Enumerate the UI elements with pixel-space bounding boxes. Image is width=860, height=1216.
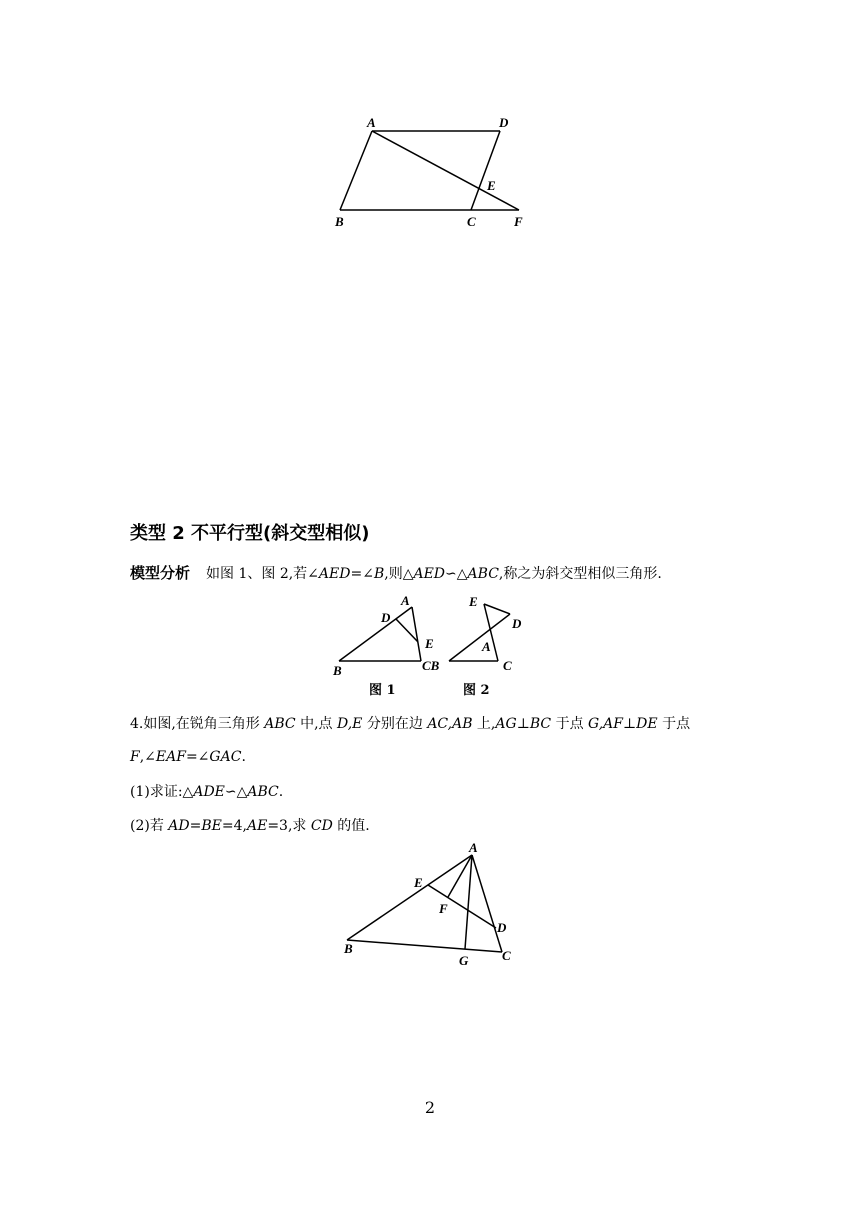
fig2-label-d: D xyxy=(512,616,522,631)
label-c: C xyxy=(467,214,476,229)
section-title: 类型 2 不平行型(斜交型相似) xyxy=(130,523,370,544)
p4-af xyxy=(448,855,472,897)
fig1-label-e: E xyxy=(425,636,434,651)
p4-ab xyxy=(347,855,472,940)
fig2-label-c: C xyxy=(503,658,512,673)
fig2-label-cb: CB xyxy=(422,658,440,673)
model-analysis-line: 模型分析 如图 1、图 2,若∠AED=∠B,则△AED∽△ABC,称之为斜交型相似三角形. xyxy=(130,564,662,582)
p4-label-g: G xyxy=(459,953,469,968)
fig1-label-b: B xyxy=(333,663,342,678)
p4-label-c: C xyxy=(502,948,511,963)
p4-label-d: D xyxy=(497,920,507,935)
fig2-label-e: E xyxy=(469,594,478,609)
page-number: 2 xyxy=(424,1098,436,1117)
fig1-label-a: A xyxy=(401,593,410,608)
p4-label-f: F xyxy=(439,901,448,916)
fig1-label-d: D xyxy=(381,610,391,625)
label-a: A xyxy=(367,115,376,130)
problem4-part2: (2)若 AD=BE=4,AE=3,求 CD 的值. xyxy=(130,818,370,834)
p4-label-a: A xyxy=(469,840,478,855)
problem4-part1: (1)求证:△ADE∽△ABC. xyxy=(130,784,284,800)
fig1-caption: 图 1 xyxy=(369,683,396,698)
problem4-line1: 4.如图,在锐角三角形 ABC 中,点 D,E 分别在边 AC,AB 上,AG⊥BC 于点 G,AF⊥DE 于点 xyxy=(130,716,691,732)
p4-ag xyxy=(465,855,472,949)
p4-ac xyxy=(472,855,502,952)
p4-bc xyxy=(347,940,502,952)
fig2-label-a: A xyxy=(482,639,491,654)
label-b: B xyxy=(335,214,344,229)
fig2-caption: 图 2 xyxy=(463,683,490,698)
label-f: F xyxy=(514,214,523,229)
p4-label-b: B xyxy=(344,941,353,956)
label-d: D xyxy=(499,115,509,130)
label-e: E xyxy=(487,178,496,193)
problem4-line2: F,∠EAF=∠GAC. xyxy=(130,749,246,765)
p4-label-e: E xyxy=(414,875,423,890)
model-analysis-lead: 模型分析 xyxy=(130,564,191,582)
